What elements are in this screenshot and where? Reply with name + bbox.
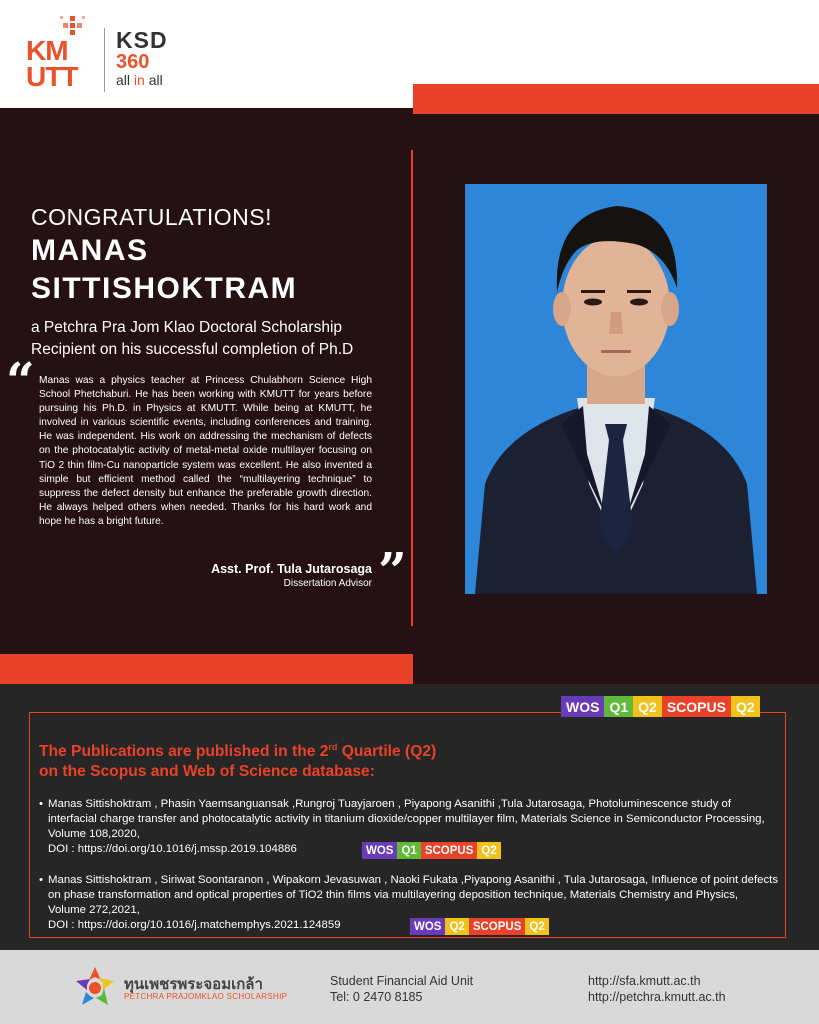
badge-scopus: SCOPUS [662,696,731,717]
footer-link-sfa[interactable]: http://sfa.kmutt.ac.th [588,974,701,988]
quartile-badges-main [561,696,760,717]
badge-q2: Q2 [445,918,468,935]
quote-close-icon: ” [378,541,407,600]
badge-q2: Q2 [731,696,760,717]
footer-unit-name: Student Financial Aid Unit [330,974,474,988]
accent-bar-top [413,84,819,114]
footer-thai-name: ทุนเพชรพระจอมเกล้า [124,976,263,993]
badge-scopus: SCOPUS [421,842,478,859]
badge-q1: Q1 [397,842,420,859]
footer-link-petchra[interactable]: http://petchra.kmutt.ac.th [588,990,726,1004]
publication-doi: DOI : https://doi.org/10.1016/j.mssp.2019.104886 [48,843,297,855]
logo-divider [104,28,105,92]
footer-links [588,973,726,1005]
advisor-name: Asst. Prof. Tula Jutarosaga [211,562,372,576]
publication-citation: Manas Sittishoktram , Siriwat Soontaranon , Wipakorn Jevasuwan , Naoki Fukata ,Piyapong Asanithi , Tula Jutarosaga, Influence of point defects on phase transformation and optical properties of TiO2 thin films via multilayering deposition technique, Materials Chemistry and Physics, Volume 272,2021, [48,874,779,916]
portrait-illustration [465,184,767,594]
hero-divider-line [411,150,413,626]
recipient-subtitle: a Petchra Pra Jom Klao Doctoral Scholarship Recipient on his successful completion of Ph.D [31,319,354,358]
footer-english-name: PETCHRA PRAJOMKLAO SCHOLARSHIP [124,992,288,1001]
badge-q2: Q2 [633,696,662,717]
badge-q1: Q1 [604,696,633,717]
kmutt-wordmark: KM UTT [26,35,78,92]
publication-item [39,873,779,933]
bullet-icon: • [39,874,43,886]
bullet-icon: • [39,798,43,810]
quote-open-icon: “ [6,351,35,410]
publication-badges [362,842,501,859]
badge-wos: WOS [410,918,445,935]
recipient-photo [465,184,767,594]
badge-q2: Q2 [525,918,548,935]
ksd-wordmark: KSD [116,27,168,53]
badge-wos: WOS [362,842,397,859]
congrats-heading: CONGRATULATIONS! [31,204,272,230]
accent-bar-middle [0,654,413,684]
ksd-logo [116,28,196,98]
publication-doi: DOI : https://doi.org/10.1016/j.matchemphys.2021.124859 [48,919,341,931]
publications-heading: The Publications are published in the 2rd Quartile (Q2) on the Scopus and Web of Science database: [39,742,437,781]
footer-tel: Tel: 0 2470 8185 [330,990,423,1004]
petchra-logo-icon [72,965,118,1011]
badge-scopus: SCOPUS [469,918,526,935]
testimonial-text: Manas was a physics teacher at Princess Chulabhorn Science High School Phetchaburi. He has been working with KMUTT for years before pursuing his Ph.D. in Physics at KMUTT. While being at KMUTT, he involved in various scientific events, including conferences and training. He was independent. His work on addressing the mechanism of defects on the photocatalytic activity of metal-metal oxide multilayer focusing on TiO 2 thin film-Cu nanoparticle system was excellent. He also invented a simple but efficient method called the “multilayering technique” to suppress the defect density but enhance the preferable growth direction. He always helped others when needed. Thanks for his hard work and hope he has a bright future. [39,375,372,527]
publication-citation: Manas Sittishoktram , Phasin Yaemsanguansak ,Rungroj Tuayjaroen , Piyapong Asanithi ,Tula Jutarosaga, Photoluminescence study of interfacial charge transfer and photocatalytic activity in titanium dioxide/copper multilayer film, Materials Science in Semiconductor Processing, Volume 108,2020, [48,798,765,840]
advisor-title: Dissertation Advisor [283,578,372,589]
footer-contact [330,973,473,1005]
ksd-360: 360 [116,51,150,73]
ksd-tagline: all in all [116,72,163,88]
publication-badges [410,918,549,935]
recipient-name: MANAS SITTISHOKTRAM [31,234,298,305]
badge-wos: WOS [561,696,604,717]
badge-q2: Q2 [477,842,500,859]
kmutt-logo [26,14,94,94]
